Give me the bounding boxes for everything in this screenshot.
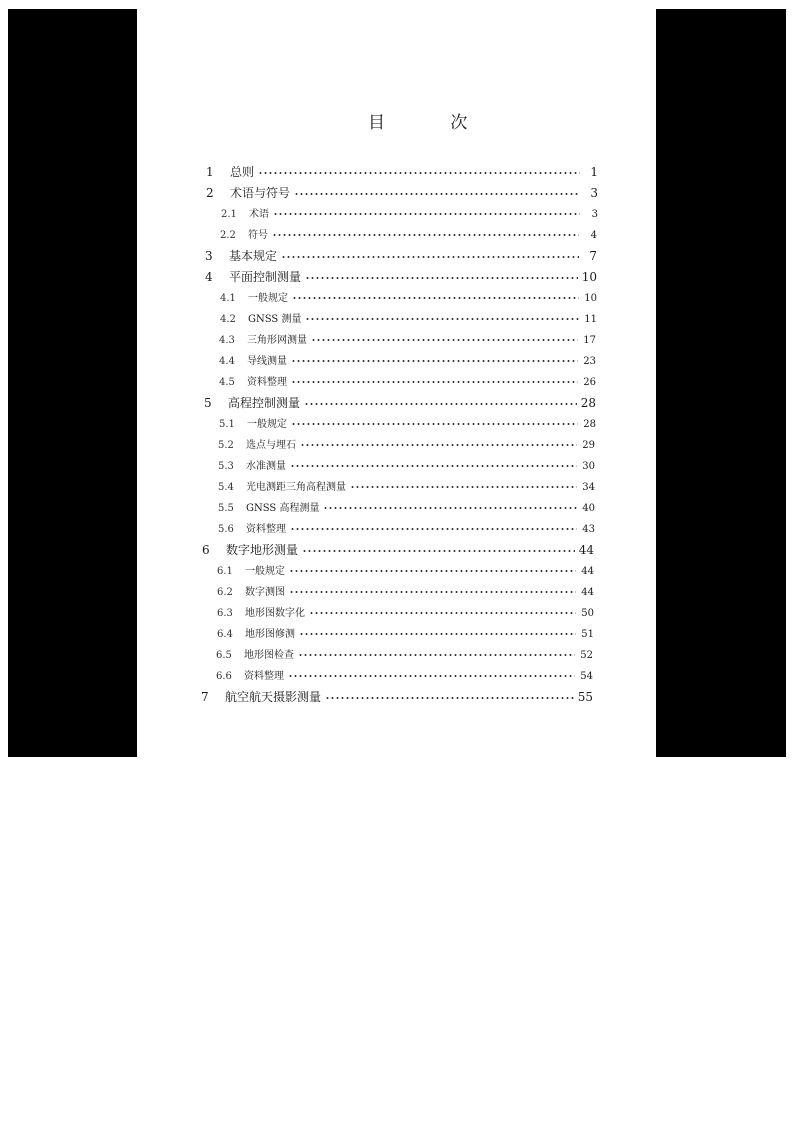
toc-entry-number: 3 — [205, 249, 213, 263]
toc-entry-title: 术语 — [249, 209, 269, 220]
toc-entry-title: 数字地形测量 — [226, 543, 299, 557]
toc-entry — [217, 625, 594, 640]
toc-entry-page: 50 — [581, 608, 594, 619]
toc-entry — [221, 205, 598, 220]
toc-entry-number: 5.6 — [218, 524, 234, 535]
toc-entry — [204, 394, 596, 411]
toc-entry — [205, 247, 597, 264]
toc-entry-page: 29 — [582, 440, 595, 451]
toc-entry — [219, 352, 596, 367]
toc-entry-number: 6.2 — [217, 587, 233, 598]
toc-entry-page: 52 — [580, 650, 593, 661]
toc-entry-number: 5.2 — [218, 440, 234, 451]
toc-entry-title: 总则 — [230, 165, 255, 179]
toc-entry-title: 地形图数字化 — [245, 608, 305, 619]
dot-leader — [298, 649, 575, 659]
dot-leader — [305, 270, 578, 282]
dot-leader — [325, 690, 574, 702]
toc-entry — [217, 604, 594, 619]
toc-entry-page: 7 — [589, 249, 597, 263]
toc-entry-number: 6.4 — [217, 629, 233, 640]
toc-entry-title: 三角形网测量 — [247, 335, 307, 346]
toc-entry-number: 5.5 — [218, 503, 234, 514]
dot-leader — [302, 543, 575, 555]
toc-entry-number: 6.5 — [216, 650, 232, 661]
toc-entry-title: GNSS 高程测量 — [246, 503, 320, 514]
right-scan-border — [656, 9, 786, 757]
toc-entry-page: 3 — [590, 186, 598, 200]
dot-leader — [309, 607, 576, 617]
toc-entry — [219, 373, 596, 388]
toc-entry — [216, 646, 593, 661]
toc-entry-page: 28 — [580, 396, 596, 410]
dot-leader — [290, 523, 577, 533]
toc-entry-title: 术语与符号 — [230, 186, 291, 200]
toc-heading: 目 次 — [368, 113, 498, 133]
dot-leader — [305, 313, 579, 323]
toc-entry-page: 23 — [583, 356, 596, 367]
toc-entry — [217, 583, 594, 598]
toc-entry-page: 40 — [582, 503, 595, 514]
toc-entry-page: 11 — [584, 314, 597, 325]
dot-leader — [299, 628, 576, 638]
toc-entry — [201, 688, 593, 705]
dot-leader — [273, 208, 580, 218]
toc-entry — [218, 520, 595, 535]
toc-entry-title: 平面控制测量 — [229, 270, 302, 284]
toc-entry-page: 17 — [583, 335, 596, 346]
toc-entry-title: 光电测距三角高程测量 — [246, 482, 346, 493]
dot-leader — [350, 481, 577, 491]
toc-entry-number: 4.2 — [220, 314, 236, 325]
toc-entry-page: 44 — [581, 587, 594, 598]
toc-entry — [219, 415, 596, 430]
dot-leader — [289, 586, 576, 596]
toc-entry — [218, 478, 595, 493]
dot-leader — [300, 439, 577, 449]
toc-entry — [217, 562, 594, 577]
toc-entry-title: 地形图修测 — [245, 629, 295, 640]
toc-entry-number: 5.3 — [218, 461, 234, 472]
toc-entry — [220, 310, 597, 325]
toc-entry-title: 一般规定 — [247, 419, 287, 430]
dot-leader — [281, 249, 579, 261]
toc-entry-number: 1 — [206, 165, 214, 179]
toc-entry-number: 2.2 — [220, 230, 236, 241]
toc-entry-page: 44 — [578, 543, 594, 557]
toc-entry-number: 7 — [201, 690, 209, 704]
toc-entry — [202, 541, 594, 558]
toc-entry — [218, 499, 595, 514]
dot-leader — [323, 502, 577, 512]
dot-leader — [290, 460, 577, 470]
toc-entry-title: 地形图检查 — [244, 650, 294, 661]
toc-entry-page: 34 — [582, 482, 595, 493]
toc-entry-number: 2 — [206, 186, 214, 200]
toc-entry-number: 6.3 — [217, 608, 233, 619]
dot-leader — [304, 396, 577, 408]
toc-entry-number: 4 — [205, 270, 213, 284]
toc-entry-title: 资料整理 — [247, 377, 287, 388]
toc-entry-title: 导线测量 — [247, 356, 287, 367]
toc-entry-page: 51 — [581, 629, 594, 640]
dot-leader — [272, 229, 579, 239]
dot-leader — [291, 418, 578, 428]
toc-entry-number: 5.1 — [219, 419, 235, 430]
toc-entry — [206, 163, 598, 180]
toc-entry-number: 5.4 — [218, 482, 234, 493]
toc-entry-title: 高程控制测量 — [228, 396, 301, 410]
toc-entry-number: 2.1 — [221, 209, 237, 220]
toc-entry — [206, 184, 598, 201]
toc-entry-title: 选点与埋石 — [246, 440, 296, 451]
dot-leader — [291, 355, 578, 365]
toc-entry — [218, 436, 595, 451]
toc-entry-page: 54 — [580, 671, 593, 682]
left-scan-border — [8, 9, 137, 757]
dot-leader — [292, 292, 579, 302]
toc-entry-title: 一般规定 — [248, 293, 288, 304]
toc-entry-page: 10 — [584, 293, 597, 304]
toc-entry — [219, 331, 596, 346]
dot-leader — [294, 186, 580, 198]
toc-entry-number: 4.4 — [219, 356, 235, 367]
toc-entry-number: 6.6 — [216, 671, 232, 682]
toc-entry-title: 水准测量 — [246, 461, 286, 472]
toc-entry-page: 44 — [581, 566, 594, 577]
toc-entry-title: 一般规定 — [245, 566, 285, 577]
toc-entry — [220, 226, 597, 241]
toc-entry-page: 10 — [581, 270, 597, 284]
toc-entry-page: 55 — [577, 690, 593, 704]
toc-entry-number: 4.5 — [219, 377, 235, 388]
toc-entry-page: 28 — [583, 419, 596, 430]
toc-entry — [220, 289, 597, 304]
dot-leader — [258, 165, 580, 177]
toc-entry-page: 43 — [582, 524, 595, 535]
toc-entry-page: 30 — [582, 461, 595, 472]
toc-entry-number: 5 — [204, 396, 212, 410]
toc-entry-page: 26 — [583, 377, 596, 388]
toc-entry-page: 1 — [590, 165, 598, 179]
toc-entry-title: 资料整理 — [244, 671, 284, 682]
toc-entry — [205, 268, 597, 285]
dot-leader — [289, 565, 576, 575]
dot-leader — [291, 376, 578, 386]
dot-leader — [288, 670, 575, 680]
dot-leader — [311, 334, 578, 344]
toc-entry-title: 基本规定 — [229, 249, 278, 263]
toc-entry-page: 4 — [590, 230, 597, 241]
toc-entry-page: 3 — [591, 209, 598, 220]
toc-entry-title: GNSS 测量 — [248, 314, 302, 325]
toc-entry — [216, 667, 593, 682]
toc-entry-title: 资料整理 — [246, 524, 286, 535]
toc-entry-number: 4.3 — [219, 335, 235, 346]
toc-entry-title: 航空航天摄影测量 — [225, 690, 322, 704]
toc-entry-title: 数字测图 — [245, 587, 285, 598]
toc-entry-number: 6 — [202, 543, 210, 557]
toc-entry-number: 6.1 — [217, 566, 233, 577]
toc-entry-number: 4.1 — [220, 293, 236, 304]
toc-entry-title: 符号 — [248, 230, 268, 241]
toc-entry — [218, 457, 595, 472]
